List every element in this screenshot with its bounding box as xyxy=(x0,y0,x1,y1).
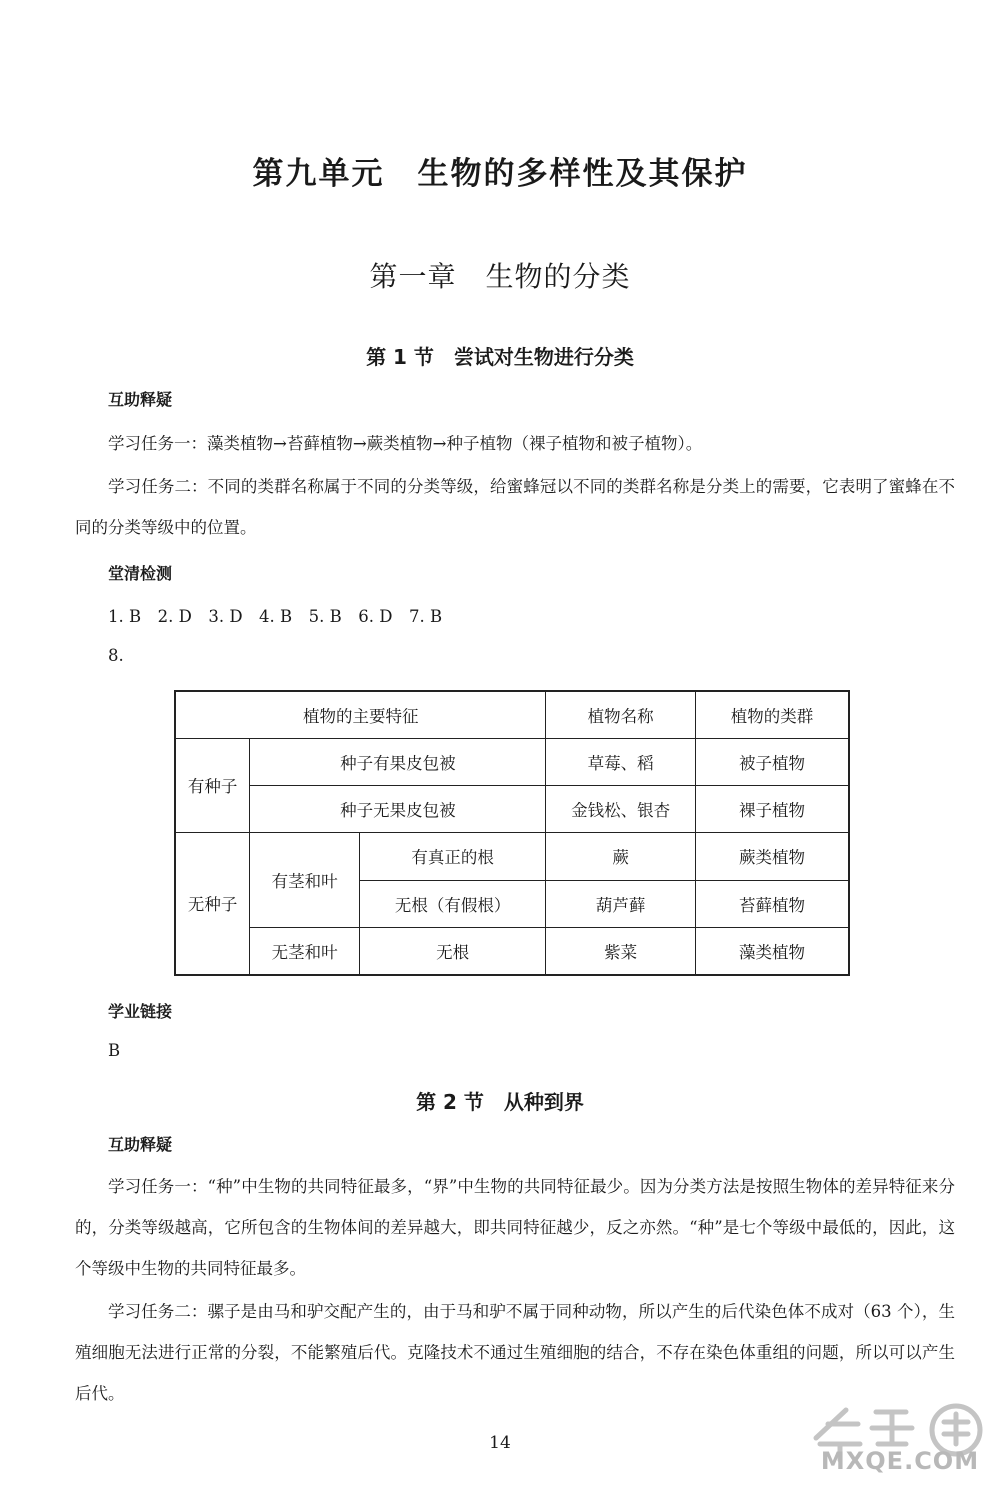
table-header-row xyxy=(175,691,849,738)
page-number: 14 xyxy=(489,1433,511,1453)
link-answer: B xyxy=(108,1041,121,1060)
answers-line: 1. B 2. D 3. D 4. B 5. B 6. D 7. B xyxy=(108,607,443,626)
question-8-label: 8. xyxy=(108,646,124,665)
heading-help-2: 互助释疑 xyxy=(108,1135,173,1154)
plant-classification-table xyxy=(174,690,850,976)
unit-title: 第九单元 生物的多样性及其保护 xyxy=(252,156,748,192)
heading-link: 学业链接 xyxy=(108,1002,173,1021)
cell-without-seed: 无种子 xyxy=(175,832,250,975)
watermark-text: MXQE.COM xyxy=(820,1447,980,1475)
task1-paragraph: 学习任务一：藻类植物→苔藓植物→蕨类植物→种子植物（裸子植物和被子植物）。 xyxy=(108,434,703,453)
section2-task1-paragraph: 学习任务一：“种”中生物的共同特征最多，“界”中生物的共同特征最少。因为分类方法是按照生物体的差异特征来分的，分类等级越高，它所包含的生物体间的差异越大，即共同特征越少，反之亦然。“种”是七个等级中最低的，因此，这个等级中生物的共同特征最多。 xyxy=(75,1177,955,1278)
cell-feature: 种子无果皮包被 xyxy=(250,785,546,832)
table-row xyxy=(175,785,849,832)
heading-help-1: 互助释疑 xyxy=(108,390,173,409)
cell-plant-group: 苔藓植物 xyxy=(695,880,849,927)
chapter-title: 第一章 生物的分类 xyxy=(369,260,631,293)
cell-feature: 有真正的根 xyxy=(359,832,545,880)
header-name: 植物名称 xyxy=(546,691,696,738)
cell-stem-leaf: 有茎和叶 xyxy=(250,832,360,927)
cell-with-seed: 有种子 xyxy=(175,738,250,832)
cell-plant-group: 蕨类植物 xyxy=(695,832,849,880)
task2-paragraph: 学习任务二：不同的类群名称属于不同的分类等级，给蜜蜂冠以不同的类群名称是分类上的需要，它表明了蜜蜂在不同的分类等级中的位置。 xyxy=(75,477,955,537)
cell-plant-name: 葫芦藓 xyxy=(546,880,696,927)
table-row xyxy=(175,832,849,880)
cell-plant-name: 紫菜 xyxy=(546,927,696,975)
cell-plant-name: 蕨 xyxy=(546,832,696,880)
cell-feature: 种子有果皮包被 xyxy=(250,738,546,785)
section2-task2-paragraph: 学习任务二：骡子是由马和驴交配产生的，由于马和驴不属于同种动物，所以产生的后代染色体不成对（63 个），生殖细胞无法进行正常的分裂，不能繁殖后代。克隆技术不通过生殖细胞的结合，不存在染色体重组的问题，所以可以产生后代。 xyxy=(75,1302,955,1403)
section-1-title: 第 1 节 尝试对生物进行分类 xyxy=(366,345,634,369)
cell-plant-name: 草莓、稻 xyxy=(546,738,696,785)
header-features: 植物的主要特征 xyxy=(175,691,546,738)
cell-no-stem-leaf: 无茎和叶 xyxy=(250,927,360,975)
section-2-title: 第 2 节 从种到界 xyxy=(416,1090,584,1114)
table-row xyxy=(175,738,849,785)
heading-check: 堂清检测 xyxy=(108,564,173,583)
cell-feature: 无根 xyxy=(359,927,545,975)
table-row xyxy=(175,927,849,975)
cell-plant-group: 裸子植物 xyxy=(695,785,849,832)
cell-feature: 无根（有假根） xyxy=(359,880,545,927)
cell-plant-name: 金钱松、银杏 xyxy=(546,785,696,832)
header-group: 植物的类群 xyxy=(695,691,849,738)
cell-plant-group: 藻类植物 xyxy=(695,927,849,975)
cell-plant-group: 被子植物 xyxy=(695,738,849,785)
